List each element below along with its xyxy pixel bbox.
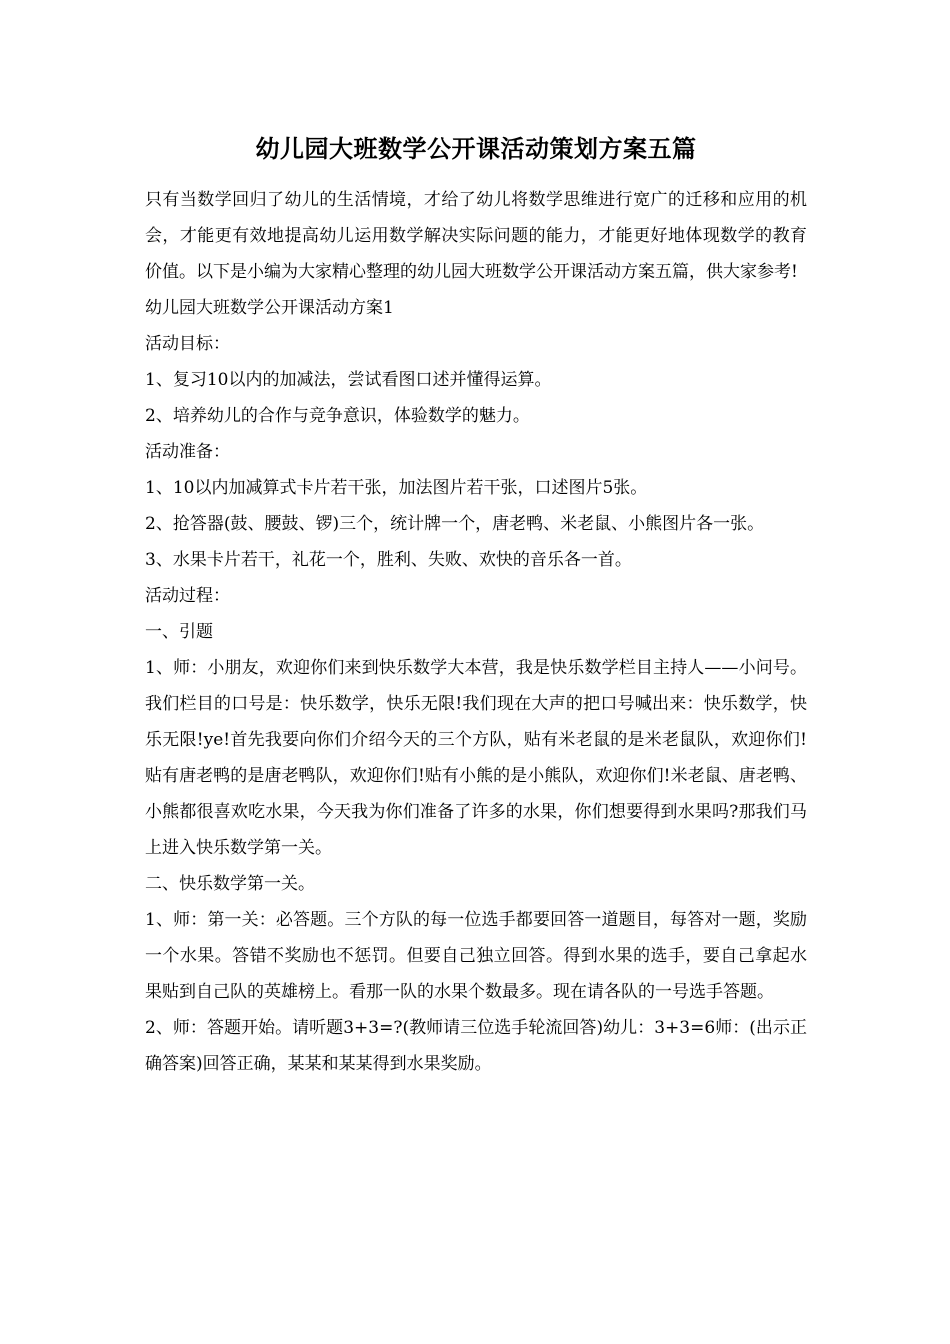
process-paragraph: 1、师：小朋友，欢迎你们来到快乐数学大本营，我是快乐数学栏目主持人——小问号。我们栏目的口号是：快乐数学，快乐无限!我们现在大声的把口号喊出来：快乐数学，快乐无限!ye!首先我要向你们介绍今天的三个方队，贴有米老鼠的是米老鼠队，欢迎你们!贴有唐老鸭的是唐老鸭队，欢迎你们!贴有小熊的是小熊队，欢迎你们!米老鼠、唐老鸭、小熊都很喜欢吃水果，今天我为你们准备了许多的水果，你们想要得到水果吗?那我们马上进入快乐数学第一关。 (145, 658, 807, 858)
document-title: 幼儿园大班数学公开课活动策划方案五篇 (255, 134, 697, 163)
process-subheading-level-1: 二、快乐数学第一关。 (145, 874, 315, 894)
document-page (145, 0, 807, 1082)
process-paragraph: 1、师：第一关：必答题。三个方队的每一位选手都要回答一道题目，每答对一题，奖励一个水果。答错不奖励也不惩罚。但要自己独立回答。得到水果的选手，要自己拿起水果贴到自己队的英雄榜上。看那一队的水果个数最多。现在请各队的一号选手答题。 (145, 910, 807, 1002)
preparation-item: 1、10以内加减算式卡片若干张，加法图片若干张，口述图片5张。 (145, 478, 648, 498)
process-heading: 活动过程： (145, 586, 230, 606)
document-body (145, 182, 807, 1082)
intro-paragraph: 只有当数学回归了幼儿的生活情境，才给了幼儿将数学思维进行宽广的迁移和应用的机会，才能更有效地提高幼儿运用数学解决实际问题的能力，才能更好地体现数学的教育价值。以下是小编为大家精心整理的幼儿园大班数学公开课活动方案五篇，供大家参考! (145, 190, 807, 282)
preparation-heading: 活动准备： (145, 442, 230, 462)
section-heading-plan-1: 幼儿园大班数学公开课活动方案1 (145, 298, 394, 318)
process-paragraph: 2、师：答题开始。请听题3+3=?(教师请三位选手轮流回答)幼儿：3+3=6师：(出示正确答案)回答正确，某某和某某得到水果奖励。 (145, 1018, 807, 1074)
goal-item: 2、培养幼儿的合作与竞争意识，体验数学的魅力。 (145, 406, 530, 426)
process-subheading-intro: 一、引题 (145, 622, 213, 642)
goals-heading: 活动目标： (145, 334, 230, 354)
preparation-item: 2、抢答器(鼓、腰鼓、锣)三个，统计牌一个，唐老鸭、米老鼠、小熊图片各一张。 (145, 514, 765, 534)
goal-item: 1、复习10以内的加减法，尝试看图口述并懂得运算。 (145, 370, 552, 390)
preparation-item: 3、水果卡片若干，礼花一个，胜利、失败、欢快的音乐各一首。 (145, 550, 632, 570)
